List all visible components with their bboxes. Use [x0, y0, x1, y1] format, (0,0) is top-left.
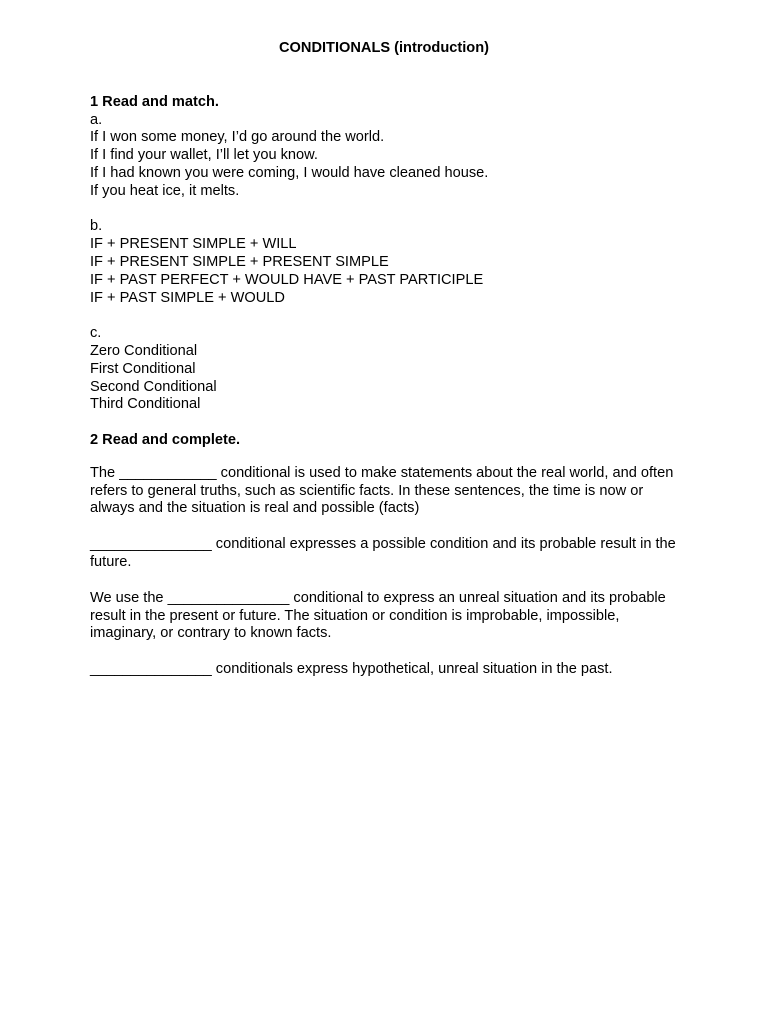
conditional-name-item: First Conditional	[90, 360, 196, 377]
part-c	[90, 325, 690, 414]
conditional-name-item: Third Conditional	[90, 396, 201, 413]
document-page	[90, 40, 690, 679]
sentence-item: If I had known you were coming, I would have cleaned house.	[90, 164, 489, 181]
spacer	[90, 201, 690, 219]
part-a-label: a.	[90, 111, 103, 128]
spacer	[90, 518, 690, 536]
spacer	[90, 643, 690, 661]
spacer	[90, 307, 690, 325]
conditional-name-item: Zero Conditional	[90, 342, 198, 359]
structure-item: IF + PAST PERFECT + WOULD HAVE + PAST PARTICIPLE	[90, 271, 484, 288]
part-b-label: b.	[90, 218, 103, 235]
conditional-name-item: Second Conditional	[90, 378, 217, 395]
spacer	[90, 414, 690, 432]
section-read-and-match	[90, 94, 690, 414]
document-title: CONDITIONALS (introduction)	[279, 40, 489, 56]
sentence-item: If I won some money, I’d go around the world.	[90, 129, 385, 146]
structure-item: IF + PRESENT SIMPLE + PRESENT SIMPLE	[90, 253, 389, 270]
sentence-item: If you heat ice, it melts.	[90, 182, 240, 199]
structure-item: IF + PAST SIMPLE + WOULD	[90, 289, 285, 306]
fill-in-paragraph: _______________ conditional expresses a possible condition and its probable result in the future.	[90, 536, 676, 570]
part-c-label: c.	[90, 325, 102, 342]
section-read-and-complete	[90, 432, 690, 679]
fill-in-paragraph: _______________ conditionals express hypothetical, unreal situation in the past.	[90, 661, 613, 678]
sentence-item: If I find your wallet, I’ll let you know.	[90, 147, 318, 164]
spacer	[90, 572, 690, 590]
fill-in-paragraph: The ____________ conditional is used to make statements about the real world, and often refers to general truths, such as scientific facts. In these sentences, the time is now or always and the situation is real and possible (facts)	[90, 464, 674, 517]
section-2-heading: 2 Read and complete.	[90, 431, 241, 448]
section-1-heading: 1 Read and match.	[90, 93, 219, 110]
part-a	[90, 112, 690, 201]
structure-item: IF + PRESENT SIMPLE + WILL	[90, 236, 297, 253]
part-b	[90, 218, 690, 307]
fill-in-paragraph: We use the _______________ conditional to express an unreal situation and its probable result in the present or future. The situation or condition is improbable, impossible, imaginary, or contrary to known facts.	[90, 589, 666, 642]
